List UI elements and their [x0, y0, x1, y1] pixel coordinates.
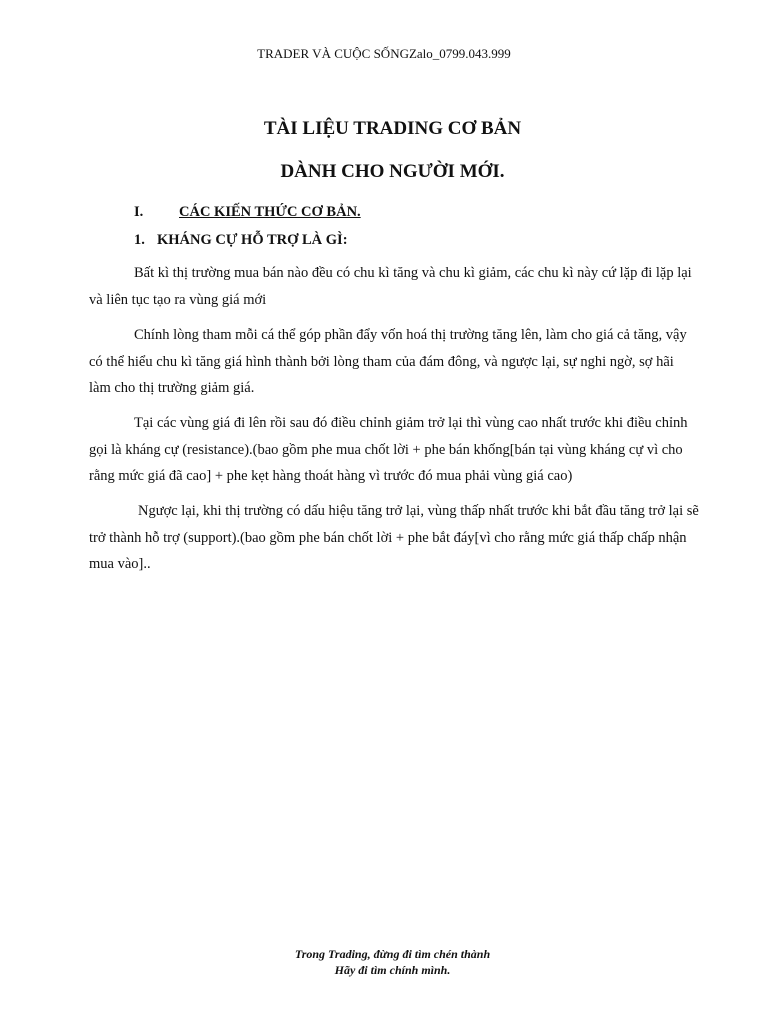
paragraph-1: Bất kì thị trường mua bán nào đều có chu kì tăng và chu kì giảm, các chu kì này cứ lặp đi lặp lại và liên tục tạo ra vùng giá mới: [89, 265, 692, 308]
paragraph-3: Tại các vùng giá đi lên rồi sau đó điều chỉnh giảm trở lại thì vùng cao nhất trước khi điều chỉnh gọi là kháng cự (resistance).(bao gồm phe mua chốt lời + phe bán khống[bán tại vùng kháng cự vì cho rằng mức giá đã cao] + phe kẹt hàng thoát hàng vì trước đó mua phải vùng giá cao): [89, 415, 688, 484]
page-header: [0, 45, 768, 63]
document-title-line-1: TÀI LIỆU TRADING CƠ BẢN: [263, 118, 522, 139]
paragraph-2: Chính lòng tham mỗi cá thể góp phần đẩy vốn hoá thị trường tăng lên, làm cho giá cả tăng, vậy có thể hiểu chu kì tăng giá hình thành bởi lòng tham của đám đông, và ngược lại, sự nghi ngờ, sợ hãi làm cho thị trường giảm giá.: [89, 327, 687, 396]
section-title: CÁC KIẾN THỨC CƠ BẢN.: [179, 204, 361, 220]
subsection-title: KHÁNG CỰ HỖ TRỢ LÀ GÌ:: [157, 232, 348, 248]
footer-line-1: Trong Trading, đừng đi tìm chén thành: [294, 947, 491, 961]
section-heading: [134, 203, 361, 221]
paragraph-4: Ngược lại, khi thị trường có dấu hiệu tăng trở lại, vùng thấp nhất trước khi bắt đầu tăng trở lại sẽ trở thành hỗ trợ (support).(bao gồm phe bán chốt lời + phe bắt đáy[vì cho rằng mức giá thấp chấp nhận mua vào]..: [89, 503, 699, 572]
subsection-number: 1.: [134, 232, 145, 248]
header-text: TRADER VÀ CUỘC SỐNGZalo_0799.043.999: [257, 46, 511, 61]
footer-line-2: Hãy đi tìm chính mình.: [334, 963, 451, 977]
section-number: I.: [134, 204, 144, 220]
page-footer: [0, 946, 768, 978]
subsection-heading: [134, 231, 348, 249]
document-title-line-2: DÀNH CHO NGƯỜI MỚI.: [280, 161, 505, 182]
